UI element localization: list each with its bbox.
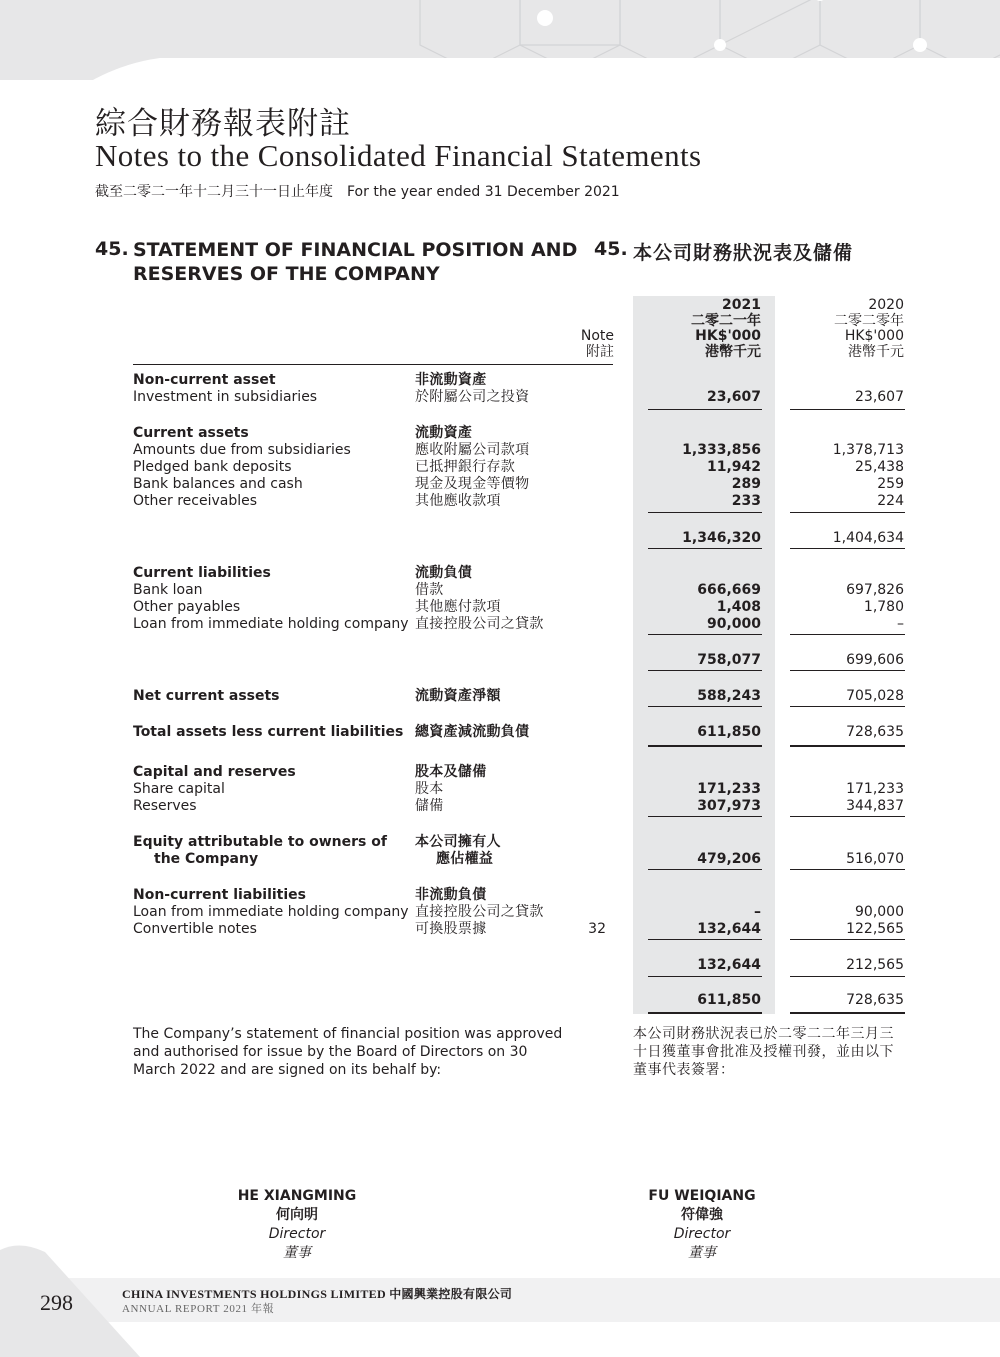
subtotal-rule: [648, 976, 762, 977]
table-row: [0, 459, 1000, 476]
subtotal-rule: [790, 869, 905, 870]
table-row: [0, 442, 1000, 459]
line-item-en: Loan from immediate holding company: [133, 904, 409, 920]
value-2021: 171,233: [697, 781, 761, 797]
approval-statement-en: The Company’s statement of financial position was approved and authorised for issue by the Board of Directors on 30 March 2022 and are signed on its behalf by:: [133, 1026, 563, 1078]
table-row: [0, 599, 1000, 616]
note-ref: 32: [588, 921, 606, 937]
value-2020: 728,635: [846, 992, 904, 1008]
value-2020: 705,028: [846, 688, 904, 704]
signatory-name: HE XIANGMING: [237, 1188, 357, 1204]
value-2021: 758,077: [697, 652, 761, 668]
subtotal-rule: [648, 634, 762, 635]
value-2021: 11,942: [706, 459, 761, 475]
subtotal-rule: [790, 512, 905, 513]
line-item-en: Pledged bank deposits: [133, 459, 292, 475]
table-row: [0, 565, 1000, 582]
line-item-zh: 現金及現金等價物: [415, 476, 530, 492]
value-2020: 344,837: [846, 798, 904, 814]
line-item-en: Amounts due from subsidiaries: [133, 442, 351, 458]
signatory-name-zh: 何向明: [276, 1207, 318, 1223]
value-2020: 697,826: [846, 582, 904, 598]
value-2020: 259: [877, 476, 904, 492]
double-total-rule: [648, 745, 762, 747]
value-2020: 1,378,713: [832, 442, 904, 458]
line-item-en: Convertible notes: [133, 921, 257, 937]
subtotal-rule: [790, 706, 905, 707]
table-row: [0, 834, 1000, 851]
subtotal-rule: [790, 409, 905, 410]
table-row: [0, 372, 1000, 389]
value-2020: 728,635: [846, 724, 904, 740]
line-item-zh: 可換股票據: [415, 921, 487, 937]
section-title-en-line1: STATEMENT OF FINANCIAL POSITION AND: [133, 239, 578, 261]
line-item-zh: 非流動資產: [415, 372, 487, 388]
line-item-en: the Company: [154, 851, 259, 867]
table-row: [0, 851, 1000, 868]
table-row: [0, 781, 1000, 798]
value-2021: 289: [731, 476, 761, 492]
value-2021: 666,669: [697, 582, 761, 598]
value-2021: –: [754, 904, 761, 920]
line-item-en: Non-current asset: [133, 372, 276, 388]
line-item-en: Current liabilities: [133, 565, 271, 581]
table-row: [0, 904, 1000, 921]
line-item-zh: 非流動負債: [415, 887, 487, 903]
table-row: [0, 425, 1000, 442]
table-row: [0, 616, 1000, 633]
double-total-rule: [790, 745, 905, 747]
subtotal-rule: [648, 548, 762, 549]
period-zh: 截至二零二一年十二月三十一日止年度: [95, 184, 333, 200]
value-2021: 132,644: [697, 921, 761, 937]
subtotal-rule: [790, 548, 905, 549]
line-item-zh: 流動資產: [415, 425, 473, 441]
signatory-2: [582, 1187, 822, 1263]
table-row: [0, 493, 1000, 510]
subtotal-rule: [648, 670, 762, 671]
line-item-en: Equity attributable to owners of: [133, 834, 387, 850]
line-item-en: Other receivables: [133, 493, 258, 509]
signatory-name: FU WEIQIANG: [648, 1188, 756, 1204]
subtotal-rule: [648, 816, 762, 817]
footer-company-name: CHINA INVESTMENTS HOLDINGS LIMITED 中國興業控股有限公司: [122, 1287, 513, 1301]
value-2021: 233: [731, 493, 761, 509]
section-number-zh: 45.: [594, 238, 628, 260]
table-row: [0, 652, 1000, 669]
table-row: [0, 582, 1000, 599]
line-item-zh: 流動負債: [415, 565, 473, 581]
table-row: [0, 957, 1000, 974]
line-item-zh: 總資產減流動負債: [415, 724, 530, 740]
value-2020: 25,438: [855, 459, 904, 475]
page-number: 298: [40, 1290, 73, 1315]
value-2020: 90,000: [855, 904, 904, 920]
line-item-en: Net current assets: [133, 688, 280, 704]
section-title-en-line2: RESERVES OF THE COMPANY: [133, 263, 440, 285]
signatory-role-zh: 董事: [283, 1245, 311, 1261]
subtotal-rule: [648, 869, 762, 870]
value-2020: 516,070: [846, 851, 904, 867]
line-item-en: Total assets less current liabilities: [133, 724, 404, 740]
line-item-zh: 儲備: [415, 798, 444, 814]
signatory-name-zh: 符偉強: [681, 1207, 723, 1223]
value-2021: 611,850: [697, 724, 761, 740]
note-column-header: Note 附註: [580, 328, 614, 360]
year-2021-column-header: 2021 二零二一年 HK$'000 港幣千元: [691, 297, 761, 360]
subtotal-rule: [790, 816, 905, 817]
value-2021: 611,850: [697, 992, 761, 1008]
section-title-zh: 本公司財務狀況表及儲備: [633, 242, 854, 264]
line-item-en: Current assets: [133, 425, 249, 441]
value-2021: 479,206: [697, 851, 761, 867]
page-title-zh: 綜合財務報表附註: [95, 106, 351, 142]
table-row: [0, 921, 1000, 938]
line-item-en: Share capital: [133, 781, 225, 797]
line-item-en: Non-current liabilities: [133, 887, 306, 903]
subtotal-rule: [790, 939, 905, 940]
table-row: [0, 887, 1000, 904]
table-row: [0, 764, 1000, 781]
value-2020: 1,404,634: [832, 530, 904, 546]
signatory-role: Director: [268, 1226, 326, 1242]
line-item-zh: 直接控股公司之貸款: [415, 616, 544, 632]
table-row: [0, 724, 1000, 741]
line-item-zh: 股本及儲備: [415, 764, 487, 780]
line-item-zh: 其他應收款項: [415, 493, 501, 509]
footer-report-name: ANNUAL REPORT 2021 年報: [122, 1303, 275, 1315]
value-2020: 1,780: [863, 599, 904, 615]
value-2021: 307,973: [697, 798, 761, 814]
line-item-en: Reserves: [133, 798, 197, 814]
section-number: 45.: [95, 238, 129, 260]
double-total-rule: [648, 1012, 762, 1014]
reporting-period: [95, 181, 634, 201]
value-2020: 224: [877, 493, 904, 509]
line-item-en: Other payables: [133, 599, 241, 615]
value-2020: 699,606: [846, 652, 904, 668]
line-item-zh: 直接控股公司之貸款: [415, 904, 544, 920]
year-2020-column-header: 2020 二零二零年 HK$'000 港幣千元: [834, 297, 904, 360]
table-row: [0, 530, 1000, 547]
line-item-zh: 本公司擁有人: [415, 834, 501, 850]
value-2020: 23,607: [855, 389, 904, 405]
value-2021: 1,346,320: [682, 530, 761, 546]
line-item-zh: 於附屬公司之投資: [415, 389, 530, 405]
page-title-en: Notes to the Consolidated Financial Statements: [95, 138, 702, 173]
line-item-en: Investment in subsidiaries: [133, 389, 318, 405]
line-item-zh: 已抵押銀行存款: [415, 459, 516, 475]
header-rule: [133, 364, 613, 365]
line-item-zh: 其他應付款項: [415, 599, 501, 615]
value-2021: 90,000: [706, 616, 761, 632]
value-2020: 171,233: [846, 781, 904, 797]
approval-statement-zh: 本公司財務狀況表已於二零二二年三月三十日獲董事會批准及授權刊發，並由以下董事代表簽署：: [633, 1026, 894, 1078]
period-en: For the year ended 31 December 2021: [347, 184, 620, 200]
table-row: [0, 389, 1000, 406]
double-total-rule: [790, 1012, 905, 1014]
line-item-zh: 借款: [415, 582, 444, 598]
signatory-role: Director: [673, 1226, 731, 1242]
table-row: [0, 476, 1000, 493]
value-2021: 1,408: [716, 599, 761, 615]
line-item-zh: 應佔權益: [436, 851, 494, 867]
line-item-zh: 應收附屬公司款項: [415, 442, 530, 458]
value-2021: 1,333,856: [682, 442, 761, 458]
table-row: [0, 798, 1000, 815]
value-2020: 122,565: [846, 921, 904, 937]
subtotal-rule: [648, 409, 762, 410]
line-item-en: Bank loan: [133, 582, 203, 598]
subtotal-rule: [648, 706, 762, 707]
subtotal-rule: [648, 512, 762, 513]
line-item-en: Loan from immediate holding company: [133, 616, 409, 632]
line-item-zh: 股本: [415, 781, 444, 797]
table-row: [0, 688, 1000, 705]
line-item-en: Capital and reserves: [133, 764, 296, 780]
subtotal-rule: [648, 939, 762, 940]
subtotal-rule: [790, 670, 905, 671]
value-2021: 132,644: [697, 957, 761, 973]
subtotal-rule: [790, 634, 905, 635]
value-2020: 212,565: [846, 957, 904, 973]
subtotal-rule: [790, 976, 905, 977]
line-item-zh: 流動資產淨額: [415, 688, 501, 704]
signatory-1: [177, 1187, 417, 1263]
signatory-role-zh: 董事: [688, 1245, 716, 1261]
value-2021: 588,243: [697, 688, 761, 704]
line-item-en: Bank balances and cash: [133, 476, 303, 492]
value-2020: –: [897, 616, 904, 632]
value-2021: 23,607: [706, 389, 761, 405]
table-row: [0, 992, 1000, 1009]
section-title-en: [133, 238, 577, 286]
